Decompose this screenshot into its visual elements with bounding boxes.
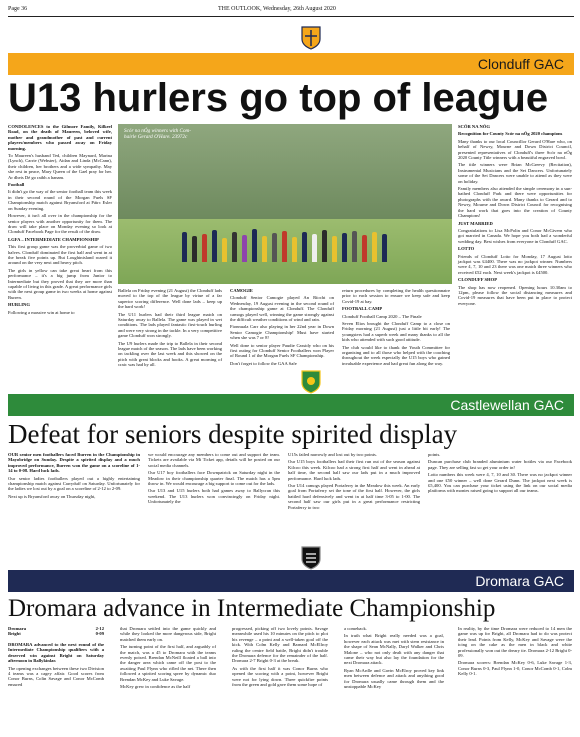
article-paragraph: The girls in yellow can take great heart from this performance – it's a big jump from Junior to Intermediate but they proved that they are more than capable of living in this grade. A great performance girls with the next group game in two weeks at home against Burren. xyxy=(8,267,112,300)
dromara-column-3 xyxy=(232,626,328,689)
article-subhead: CAMOGIE xyxy=(230,288,253,293)
castlewellan-headline: Defeat for seniors despite spirited display xyxy=(8,419,458,449)
clonduff-column-1 xyxy=(8,124,112,317)
dromara-crest-icon xyxy=(301,546,321,568)
article-paragraph: Next up is Bryansford away on Thursday night, xyxy=(8,493,96,499)
article-paragraph: Family members also attended the simple ceremony in a sun-bathed Clonduff Park and there were opportunities for photographs with the award. Many thanks to Gerard and to Newry, Mourne and Down District Council for recognising the hard work that goes into the creation of County Champions! xyxy=(458,186,572,219)
article-paragraph: a comeback. xyxy=(344,626,367,631)
article-paragraph: In reality, by the time Dromara were reduced to 14 men the game was up for Bright, all Dromara had to do was protect their lead. Points from Kelly, McKey and Savage were the icing on the cake as the men in black and white professionally won out the dreary tie. Dromara 2-12 Bright 0-09. xyxy=(458,626,572,659)
score-team: Bright xyxy=(8,631,21,637)
article-paragraph: progressed, picking off two lovely points. Savage meanwhile used his 10 minutes on the pitch to plot his revenge – a point and a well-taken goal off the kick. With Colm Kelly and Barnard McEllroy ruling the centre field battle, Bright didn't trouble the Dromara defence for the remainder of the half. Dromara 2-7 Bright 0-3 at the break. xyxy=(232,626,328,664)
article-paragraph: The U9 hurlers made the trip to Ballela in their second league match of the season. The lads have been working on tackling over the last week and this showed on the pitch with great blocks and hooks. A great morning of craic was had by all. xyxy=(118,340,222,368)
castlewellan-column-3 xyxy=(288,452,420,512)
article-paragraph: Our U14 camogs played Portaferry in the Meadow this week. An early goal from Portaferry set the tone of the first half. However, the girls battled hard defensively and went in at half time 3-05 to 1-00. The second half saw our girls put in a great performance restricting Portaferry to two xyxy=(288,483,420,510)
article-paragraph: This first group game was the proverbial game of two halves. Clonduff dominated the first half and went in at the break five points up. But Loughinisland roared it around on the very next and heavy pitch. xyxy=(8,244,112,266)
article-paragraph: DROMARA advanced to the next round of the Intermediate Championship qualifiers with a deserved win against Bright on Saturday afternoon in Ballykinlar. xyxy=(8,642,104,664)
article-subhead: FOOTBALL CAMP xyxy=(342,306,383,312)
article-paragraph: The title winners were Brian McGreevy (Recitation), Instrumental Musicians and the Set Dancers. Unfortunately some of the Set Dancers were unable to attend as they were on holiday. xyxy=(458,162,572,184)
article-paragraph: points. xyxy=(428,452,441,457)
article-paragraph: U15s failed narrowly and lost out by two points. xyxy=(288,452,377,457)
header-rule xyxy=(8,16,574,17)
article-paragraph: Lotto numbers this week were 4, 7, 10 and 30. There was no jackpot winner and one £50 winner – well done Gerard Dunn. The jackpot next week is £5,400. You can purchase your ticket using the link on our social media platforms with monies raised going to support all our teams. xyxy=(428,472,572,494)
clonduff-column-5 xyxy=(458,124,572,308)
article-subhead: CLONDUFF SHOP xyxy=(458,277,498,283)
article-paragraph: As with the first half it was Conor Burns who opened the scoring with a point, however Bright were not for lying down. Three quickfire points from the green and gold gave them some hope of xyxy=(232,665,328,688)
article-paragraph: Don't forget to follow the GAA Safe xyxy=(230,360,297,366)
article-paragraph: Our U13 and U15 hurlers both had games away to Ballycran this weekend. The U13 hurlers won convincingly on Friday night. Unfortunately the xyxy=(148,488,280,505)
article-paragraph: Seven Elios brought the Clonduff Camp to a close on Friday morning (21 August) just a little bit early! The youngsters had a superb week and many thanks to all the kids who attended with such good attitude. xyxy=(342,321,450,343)
article-paragraph: return procedures by completing the health questionnaire prior to each session to ensure we keep safe and keep Covid-19 at bay. xyxy=(342,288,450,304)
castlewellan-banner xyxy=(8,394,574,416)
score-value: 0-09 xyxy=(95,631,104,637)
article-paragraph: Following a massive win at home to xyxy=(8,309,75,315)
photo-caption: Scór na nÓg winners with Com- hairle Gerard O'Hare. 23972c xyxy=(124,128,192,140)
clonduff-headline: U13 hurlers go top of league xyxy=(8,76,549,120)
dromara-column-5 xyxy=(458,626,572,679)
article-paragraph: The U11 hurlers had their third league match on Saturday away to Ballela. The game was played in wet conditions. The lads played fantastic first-touch hurling and were very strong in the tackle. In a very competitive game Clonduff won strongly. xyxy=(118,311,222,339)
photo-people xyxy=(178,212,398,262)
article-paragraph: Well done to senior player Paudie Cassidy who on his first outing for Clonduff Senior Footballers won Player of Round 1 of the Morgan Fuels SF Championship. xyxy=(230,342,334,359)
article-paragraph: Many thanks to our local Councillor Gerard O'Hare who, on behalf of Newry, Mourne and Down District Council, presented representatives of Clonduff's three Scór na nÓg 2020 County Title winners with a beautiful engraved bowl. xyxy=(458,138,572,161)
article-subhead: LGFA – INTERMEDIATE CHAMPIONSHIP xyxy=(8,236,99,242)
article-paragraph: The shop has now reopened. Opening hours 10.30am to 12pm, please follow the social distancing measures and Covid-19 measures that have been put in place to protect everyone. xyxy=(458,284,572,306)
article-subhead: SCÓR NA NÓG xyxy=(458,124,490,129)
dromara-column-1 xyxy=(8,642,104,689)
dromara-headline: Dromara advance in Intermediate Championship xyxy=(8,595,496,622)
page-header xyxy=(8,6,574,16)
article-paragraph: Our U17 boy footballers face Downpatrick on Saturday night in the Meadow in their championship quarter final. The match has a 5pm throw in. We would encourage a big support to come out for the lads. xyxy=(148,470,280,487)
article-paragraph: Ballela on Friday evening (21 August) the Clonduff lads moved to the top of the league by virtue of a far superior scoring difference. Well done lads – keep up the hard work! xyxy=(118,288,222,310)
score-team: Dromara xyxy=(8,626,27,631)
article-paragraph: However, it isn't all over in the championship for the senior players with another opportunity for them. The draw will take place on Monday evening so look at Clonduff Facebook Page for the result of the draw. xyxy=(8,213,112,235)
article-subhead: JUST MARRIED xyxy=(458,220,493,226)
article-subhead: Recognition for County Scór na nÓg 2020 champions xyxy=(458,131,563,137)
article-paragraph: Our senior ladies footballers played out a highly entertaining championship match against Carryduff on Saturday. Unfortunately for the ladies we lost out by a goal on a scoreline of 2-12 to 2-09. xyxy=(8,475,140,492)
article-paragraph: To Maureen's husband Ted, children Maynard, Marina (Lynch), Carrie (Webster), Aidan and Linda (McCann), their children, her brothers and a wide sympathy. May she rest in peace, Mary Queen of the Gael pray for her. Ar dheis Dé go raibh a hanam. xyxy=(8,153,112,180)
article-paragraph: Ryan McArdle and Gavin McElroy proved key link men between defence and attack and anything good for Dromara usually came through them and the unstoppable McKey xyxy=(344,667,444,690)
newspaper-dateline: THE OUTLOOK, Wednesday, 26th August 2020 xyxy=(218,6,336,12)
article-paragraph: Clonduff Senior Camogie played An Ríocht on Wednesday, 19 August evening in the second round of the championship game at Clonduff. The Clonduff camogs played well, winning the game strongly against the difficult weather conditions of wind and rain. xyxy=(230,295,334,323)
article-paragraph: Duncan purchase club branded aluminium water bottles via our Facebook page. They are selling fast so get your order in! xyxy=(428,459,572,470)
castlewellan-column-1 xyxy=(8,452,140,501)
clonduff-column-4 xyxy=(342,288,450,368)
article-subhead: HURLING xyxy=(8,302,30,308)
article-subhead: LOTTO xyxy=(458,246,475,252)
article-paragraph: Our U15 boys footballers had their first run out of the season against Kilcoo this week. Kilcoo had a strong first half and went in ahead at half time, the second half saw our lads put in a much improved performance. Hard luck lads. xyxy=(288,459,420,481)
article-paragraph: Dromara scorers: Brendan McKey 0-6, Luke Savage 1-3, Conor Burns 0-3, Paul Flynn 1-0, Conor McComb 0-1, Colm Kelly 0-1. xyxy=(458,660,572,677)
score-row xyxy=(8,631,104,636)
article-paragraph: The turning point of the first half, and arguably of the match, was a 45 to Dromara with the teams evenly poised. Brendan McNeill floated a ball into the danger area which came off the post to the awaiting Paul Flynn who rifled the net. There then followed a spirited scoring spree by dynamic duo Brendan McKey and Luke Savage. xyxy=(120,644,216,682)
castlewellan-club-name: Castlewellan GAC xyxy=(450,397,564,413)
article-paragraph: The club would like to thank the Youth Committee for organising and to all those who helped with the coaching throughout the week especially the U15 boys who gained invaluable experience and had great fun along the way. xyxy=(342,344,450,366)
article-paragraph: Friends of Clonduff Lotto for Monday, 17 August lotto jackpot was £4400. There was no jackpot winner. Numbers were 4, 7, 10 and 23 there was one match three winners who received £52 each. Next week's jackpot is £4500. xyxy=(458,253,572,275)
page-number: Page 36 xyxy=(8,6,28,12)
clonduff-crest-icon xyxy=(301,26,321,48)
castlewellan-column-2 xyxy=(148,452,280,507)
article-paragraph: CONDOLENCES to the Gilmore Family, Kilkeel Road, on the death of Maureen, beloved wife, mother and grandmother of past and current players/members who passed away on Friday morning. xyxy=(8,124,112,151)
clonduff-banner xyxy=(8,53,574,75)
article-paragraph: In truth what Bright really needed was a goal, however each attack was met with stern resistance in the shape of Sean McNally, Daryl Walker and Chris Malone – who not only dealt with any danger that came their way but also lay the foundation for the next Dromara attack. xyxy=(344,633,444,666)
article-paragraph: that Dromara settled into the game quickly and while they looked the more dangerous side, Bright matched them early on. xyxy=(120,626,216,642)
article-paragraph: McKey grew in confidence as the half xyxy=(120,684,191,690)
article-paragraph: Clonduff Football Camp 2020 – The Finale xyxy=(342,313,422,319)
dromara-scoreline xyxy=(8,626,104,637)
clonduff-team-photo xyxy=(118,124,452,284)
castlewellan-column-4 xyxy=(428,452,572,496)
dromara-column-4 xyxy=(344,626,444,691)
clonduff-club-name: Clonduff GAC xyxy=(477,56,564,72)
clonduff-column-2 xyxy=(118,288,222,370)
article-paragraph: Fionnuala Carr also playing in her 22nd year in Down Senior Camogie Championship! Must have started when she was 7 or 8! xyxy=(230,324,334,341)
article-paragraph: Congratulations to Lisa McPolin and Conor McGivern who got married in Canada. We hope you both had a wonderful wedding day. Best wishes from everyone in Clonduff GAC. xyxy=(458,227,572,244)
article-paragraph: we would encourage any members to come out and support the team. Tickets are available via Mi Ticket app, details will be posted on our social media channels. xyxy=(148,452,280,468)
article-paragraph: OUR senior men footballers faced Burren in the Championship in Mayobridge on Sunday. Despite a spirited display and a much improved performance, Burren won the game on a scoreline of 1-14 to 0-08. Hard luck lads. xyxy=(8,452,140,474)
article-paragraph: It didn't go the way of the senior football team this week in their second round of the Morgan Fuels SF Championship match against Bryansford at Páirc Esler on Sunday evening. xyxy=(8,189,112,211)
castlewellan-crest-icon xyxy=(301,370,321,392)
dromara-column-2 xyxy=(120,626,216,691)
score-value: 2-12 xyxy=(95,626,104,631)
article-paragraph: The opening exchanges between these two Division 4 teams was a cagey affair. Good scores from Conor Burns, Colin Savage and Conor McComb ensured xyxy=(8,665,104,687)
article-subhead: Football xyxy=(8,182,25,188)
clonduff-column-3 xyxy=(230,288,334,368)
dromara-club-name: Dromara GAC xyxy=(475,573,564,589)
dromara-banner xyxy=(8,570,574,592)
